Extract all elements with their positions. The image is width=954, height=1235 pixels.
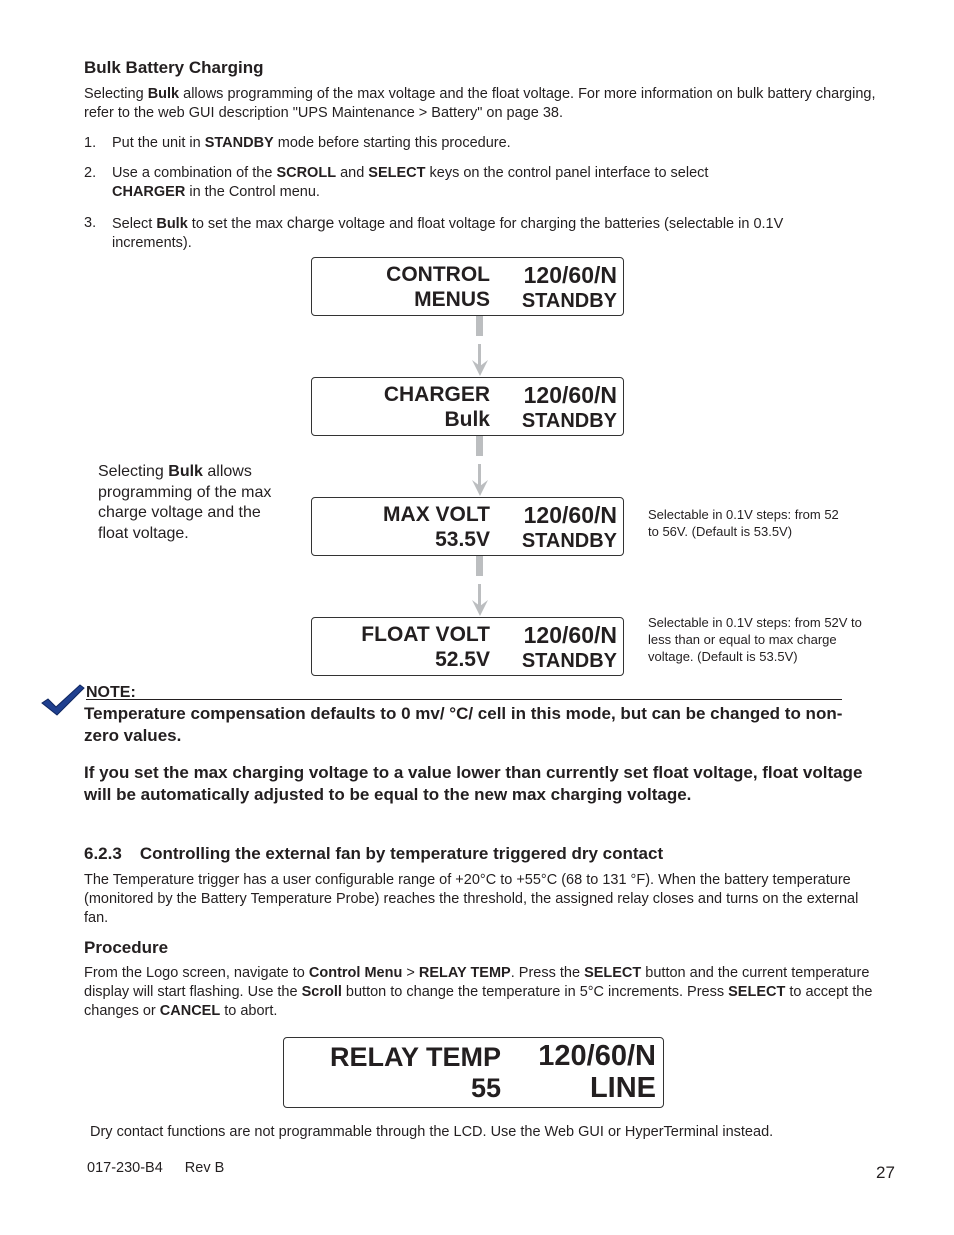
flow-arrow-1 (468, 316, 492, 378)
step-2: 2. Use a combination of the SCROLL and SELECT keys on the control panel interface to select CHARGER in the Control menu. (84, 165, 709, 200)
float-volt-note: Selectable in 0.1V steps: from 52V to less than or equal to max charge voltage. (Default is 53.5V) (648, 615, 862, 664)
flow-arrow-3 (468, 556, 492, 618)
dry-contact-note: Dry contact functions are not programmable through the LCD. Use the Web GUI or HyperTerminal instead. (90, 1124, 774, 1140)
note-label: NOTE: (86, 684, 136, 701)
procedure-paragraph: From the Logo screen, navigate to Control Menu > RELAY TEMP. Press the SELECT button and the current temperature display will start flashing. Use the Scroll button to change the temperature in 5°C increments. Press SELECT to accept the changes or CANCEL to abort. (84, 965, 873, 1019)
subsection-heading: 6.2.3 Controlling the external fan by temperature triggered dry contact (84, 844, 664, 863)
lcd-float-volt: FLOAT VOLT 52.5V 120/60/N STANDBY (311, 617, 624, 676)
note-paragraph-1: Temperature compensation defaults to 0 mv/ °C/ cell in this mode, but can be changed to non-zero values. (84, 704, 843, 745)
section-heading: Bulk Battery Charging (84, 58, 264, 77)
max-volt-note: Selectable in 0.1V steps: from 52 to 56V. (Default is 53.5V) (648, 507, 839, 539)
intro-paragraph: Selecting Bulk allows programming of the max voltage and the float voltage. For more information on bulk battery charging, refer to the web GUI description "UPS Maintenance > Battery" on page 38. (84, 86, 876, 121)
lcd-relay-temp: RELAY TEMP 55 120/60/N LINE (283, 1037, 664, 1108)
step-3: 3. Select Bulk to set the max charge voltage and float voltage for charging the batteries (selectable in 0.1V increments). (84, 215, 784, 251)
note-divider (86, 699, 842, 700)
bulk-side-note: Selecting Bulk allows programming of the max charge voltage and the float voltage. (98, 463, 272, 542)
page-number: 27 (876, 1163, 895, 1182)
note-paragraph-2: If you set the max charging voltage to a value lower than currently set float voltage, float voltage will be automatically adjusted to be equal to the new max charging voltage. (84, 763, 863, 804)
lcd-max-volt: MAX VOLT 53.5V 120/60/N STANDBY (311, 497, 624, 556)
step-1: 1. Put the unit in STANDBY mode before starting this procedure. (84, 135, 511, 151)
lcd-control-menus: CONTROL MENUS 120/60/N STANDBY (311, 257, 624, 316)
footer-doc-info: 017-230-B4 Rev B (87, 1160, 225, 1176)
lcd-charger-bulk: CHARGER Bulk 120/60/N STANDBY (311, 377, 624, 436)
checkmark-icon (40, 683, 86, 717)
flow-arrow-2 (468, 436, 492, 498)
procedure-heading: Procedure (84, 938, 169, 957)
subsection-body: The Temperature trigger has a user configurable range of +20°C to +55°C (68 to 131 °F). When the battery temperature (monitored by the Battery Temperature Probe) reaches the threshold, the assigned relay closes and turns on the external fan. (84, 872, 859, 926)
